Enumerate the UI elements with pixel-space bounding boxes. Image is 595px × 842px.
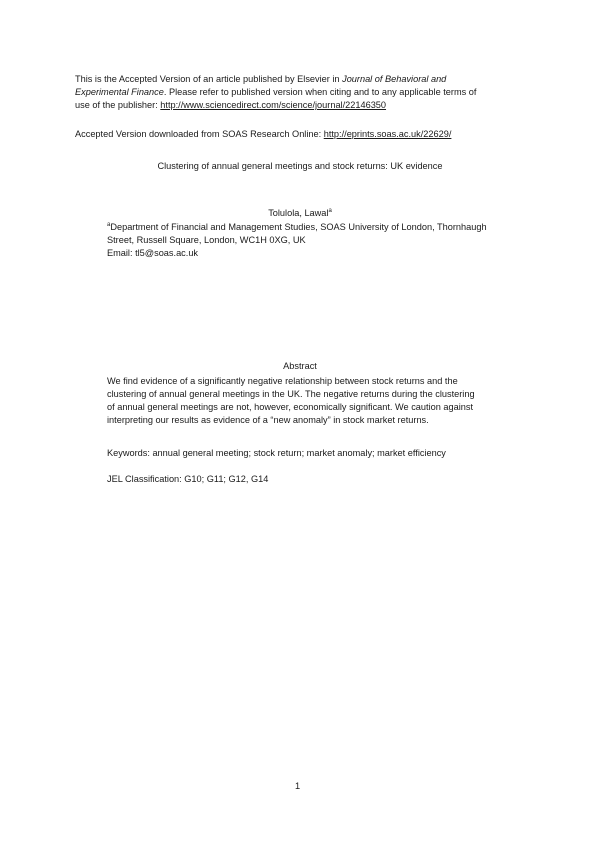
- jel-classification: JEL Classification: G10; G11; G12, G14: [107, 474, 269, 484]
- paper-title: Clustering of annual general meetings and stock returns: UK evidence: [157, 161, 443, 171]
- journal-name: Journal of Behavioral and: [342, 74, 447, 84]
- author-email: Email: tl5@soas.ac.uk: [107, 248, 199, 258]
- page-number: 1: [294, 781, 301, 791]
- abstract-heading: Abstract: [283, 361, 317, 371]
- affiliation: [107, 221, 537, 260]
- eprints-link[interactable]: http://eprints.soas.ac.uk/22629/: [323, 129, 452, 139]
- affiliation-line-1: $^a$Department of Financial and Management Studies, SOAS University of London, Thornhaugh: [107, 222, 487, 232]
- notice-paragraph: [75, 73, 525, 112]
- journal-name-cont: Experimental Finance: [75, 87, 164, 97]
- abstract-line: We find evidence of a significantly negative relationship between stock returns and the: [107, 376, 458, 386]
- author-name: Tolulola, Lawal$^a$: [268, 208, 332, 218]
- affiliation-marker: a: [328, 208, 332, 214]
- notice-line-2: Experimental Finance. Please refer to published version when citing and to any applicable terms of: [75, 87, 477, 97]
- notice-line-1: This is the Accepted Version of an article published by Elsevier in Journal of Behavioral and: [75, 74, 447, 84]
- notice-line-3: use of the publisher: http://www.sciencedirect.com/science/journal/22146350: [75, 100, 387, 110]
- abstract-line: clustering of annual general meetings in the UK. The negative returns during the clustering: [107, 389, 475, 399]
- download-line: Accepted Version downloaded from SOAS Research Online: http://eprints.soas.ac.uk/22629/: [75, 129, 452, 139]
- keywords: Keywords: annual general meeting; stock return; market anomaly; market efficiency: [107, 448, 446, 458]
- abstract-body: [107, 375, 537, 427]
- affiliation-marker: a: [107, 222, 111, 228]
- affiliation-line-2: Street, Russell Square, London, WC1H 0XG, UK: [107, 235, 306, 245]
- publisher-link[interactable]: http://www.sciencedirect.com/science/journal/22146350: [160, 100, 387, 110]
- abstract-line: interpreting our results as evidence of a “new anomaly” in stock market returns.: [107, 415, 429, 425]
- abstract-line: of annual general meetings are not, however, economically significant. We caution against: [107, 402, 474, 412]
